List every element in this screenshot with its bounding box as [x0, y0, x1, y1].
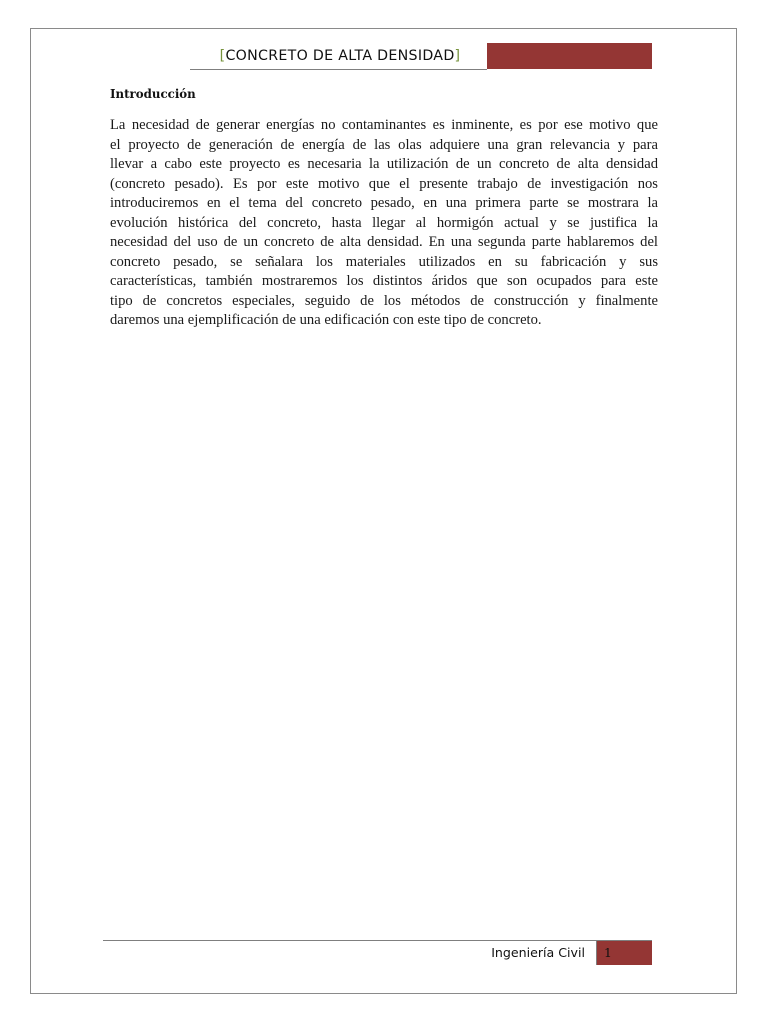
paragraph-line: llevar a cabo este proyecto es necesaria la utilización de un concreto de alta densidad [110, 156, 658, 172]
paragraph-line: características, también mostraremos los distintos áridos que son ocupados para este [110, 273, 658, 289]
paragraph-line: La necesidad de generar energías no contaminantes es inminente, es por ese motivo que [110, 117, 658, 133]
page-number: 1 [604, 945, 612, 960]
paragraph-line: necesidad del uso de un concreto de alta densidad. En una segunda parte hablaremos del [110, 234, 658, 250]
paragraph-line: (concreto pesado). Es por este motivo que el presente trabajo de investigación nos [110, 175, 658, 192]
paragraph-line: introduciremos en el tema del concreto pesado, en una primera parte se mostrara la [110, 195, 658, 211]
header-bracket-open: [ [219, 48, 226, 64]
header-title [196, 46, 484, 66]
footer-rule [103, 940, 652, 941]
header-bracket-close: ] [454, 48, 461, 64]
paragraph-line: daremos una ejemplificación de una edificación con este tipo de concreto. [110, 312, 542, 328]
footer-label: Ingeniería Civil [491, 945, 585, 960]
paragraph-line: evolución histórica del concreto, hasta llegar al hormigón actual y se justifica la [110, 214, 658, 231]
section-heading: Introducción [110, 87, 196, 101]
paragraph-line: concreto pesado, se señalara los materiales utilizados en su fabricación y sus [110, 253, 658, 270]
document-title: CONCRETO DE ALTA DENSIDAD [225, 48, 455, 64]
paragraph-line: tipo de concretos especiales, seguido de los métodos de construcción y finalmente [110, 292, 658, 309]
header-rule [190, 69, 487, 70]
header-accent-band [487, 43, 652, 69]
paragraph-line: el proyecto de generación de energía de las olas adquiere una gran relevancia y para [110, 136, 658, 153]
